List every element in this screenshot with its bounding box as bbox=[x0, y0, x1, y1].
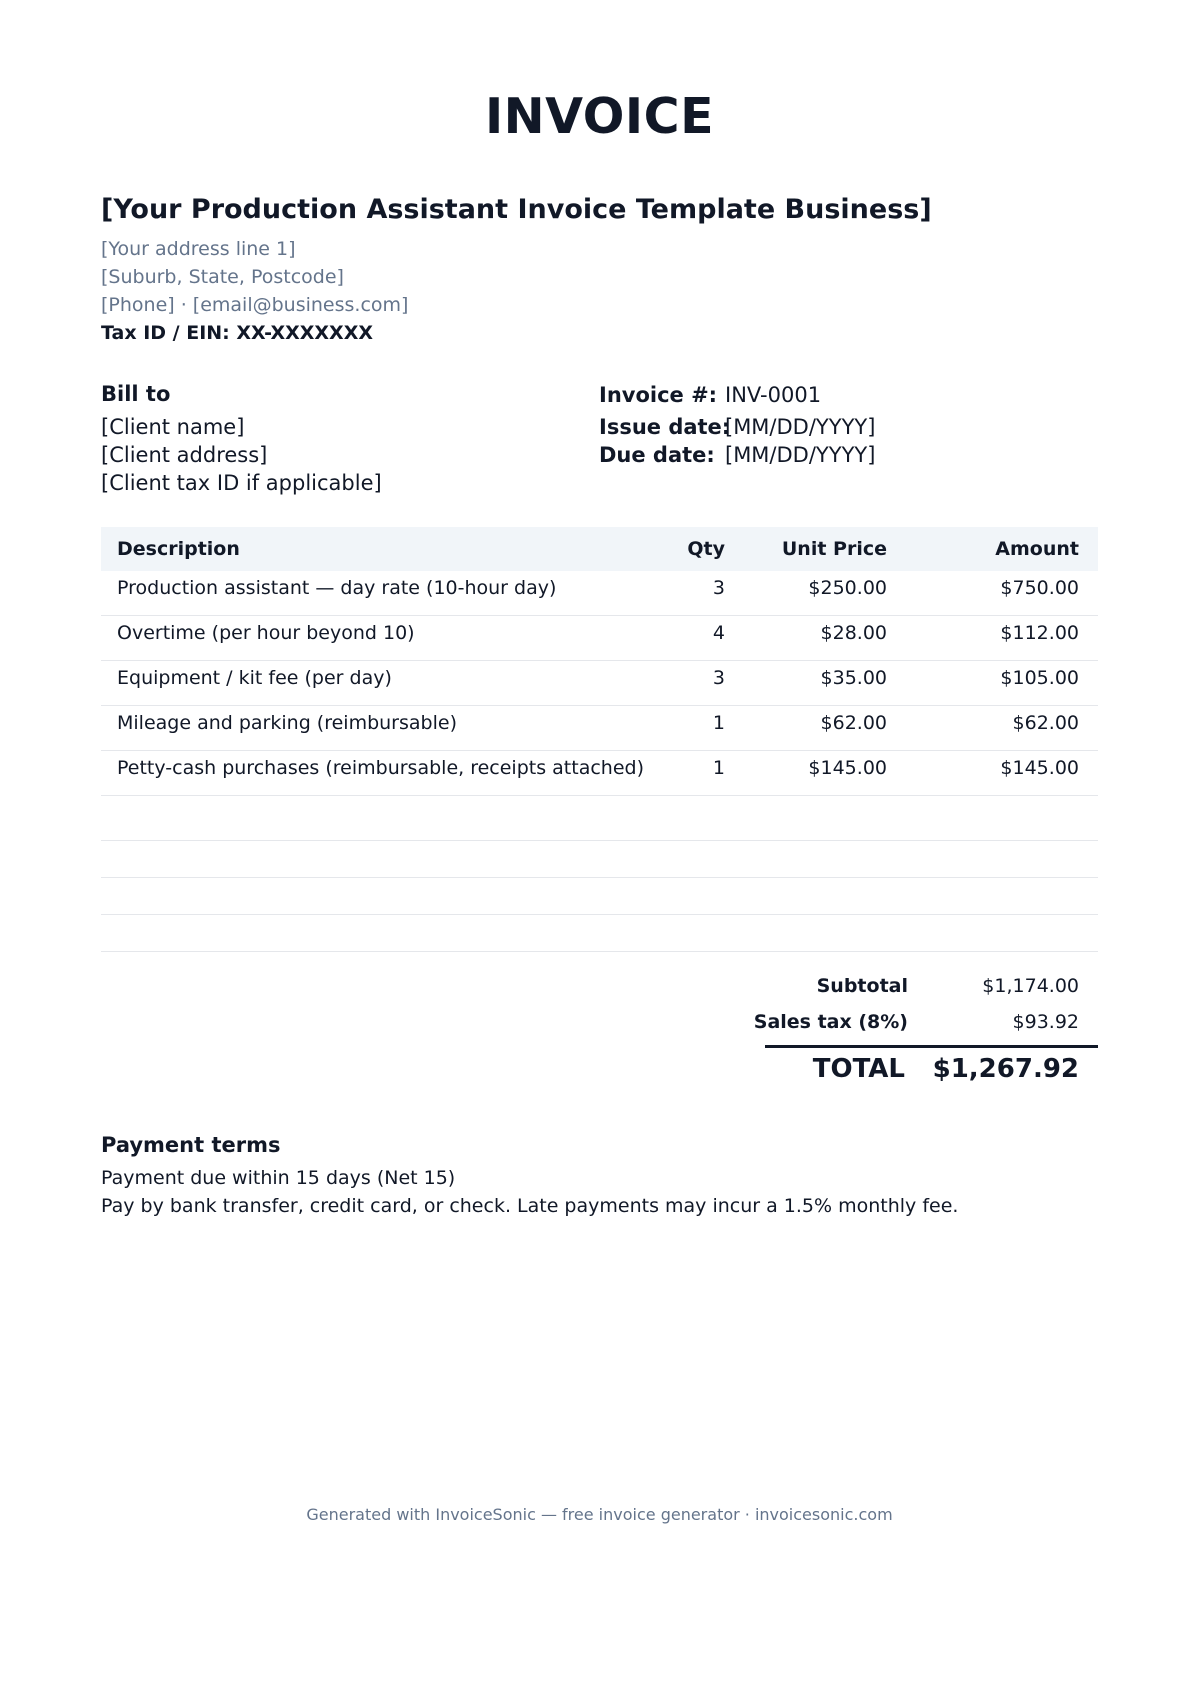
payment-terms-label: Payment terms bbox=[101, 1133, 281, 1157]
bill-to-label: Bill to bbox=[101, 382, 171, 406]
row-unit-price: $35.00 bbox=[820, 667, 887, 689]
row-qty: 1 bbox=[712, 712, 725, 734]
row-qty: 3 bbox=[712, 577, 725, 599]
table-row bbox=[101, 706, 1098, 751]
business-contact: [Phone] · [email@business.com] bbox=[101, 294, 409, 316]
row-unit-price: $28.00 bbox=[820, 622, 887, 644]
payment-terms-line1: Payment due within 15 days (Net 15) bbox=[101, 1167, 456, 1189]
total-value: $1,267.92 bbox=[932, 1054, 1079, 1084]
header-qty: Qty bbox=[687, 538, 725, 560]
table-header bbox=[101, 527, 1098, 571]
row-amount: $105.00 bbox=[1000, 667, 1079, 689]
issue-date-label: Issue date: bbox=[599, 415, 731, 439]
row-description: Overtime (per hour beyond 10) bbox=[117, 622, 415, 644]
business-tax-id: Tax ID / EIN: XX-XXXXXXX bbox=[101, 322, 374, 344]
due-date-label: Due date: bbox=[599, 443, 715, 467]
row-description: Petty-cash purchases (reimbursable, receipts attached) bbox=[117, 757, 644, 779]
invoice-title: INVOICE bbox=[484, 88, 715, 145]
due-date-value: [MM/DD/YYYY] bbox=[725, 443, 876, 467]
business-name: [Your Production Assistant Invoice Template Business] bbox=[101, 194, 932, 225]
invoice-number-value: INV-0001 bbox=[725, 383, 822, 407]
business-address-line1: [Your address line 1] bbox=[101, 238, 296, 260]
client-tax-id: [Client tax ID if applicable] bbox=[101, 471, 382, 495]
empty-table-row bbox=[101, 878, 1098, 915]
footer-credit: Generated with InvoiceSonic — free invoice generator · invoicesonic.com bbox=[306, 1505, 893, 1524]
payment-terms-line2: Pay by bank transfer, credit card, or check. Late payments may incur a 1.5% monthly fee. bbox=[101, 1195, 959, 1217]
header-description: Description bbox=[117, 538, 240, 560]
table-row bbox=[101, 571, 1098, 616]
client-address: [Client address] bbox=[101, 443, 268, 467]
row-amount: $750.00 bbox=[1000, 577, 1079, 599]
table-row bbox=[101, 661, 1098, 706]
row-amount: $62.00 bbox=[1012, 712, 1079, 734]
subtotal-label: Subtotal bbox=[816, 975, 908, 997]
row-qty: 1 bbox=[712, 757, 725, 779]
row-qty: 4 bbox=[712, 622, 725, 644]
row-unit-price: $145.00 bbox=[808, 757, 887, 779]
header-amount: Amount bbox=[995, 538, 1079, 560]
empty-table-row bbox=[101, 841, 1098, 878]
row-qty: 3 bbox=[712, 667, 725, 689]
sales-tax-value: $93.92 bbox=[1012, 1011, 1079, 1033]
client-name: [Client name] bbox=[101, 415, 245, 439]
header-unit-price: Unit Price bbox=[781, 538, 887, 560]
empty-table-row bbox=[101, 915, 1098, 952]
totals-divider bbox=[765, 1045, 1098, 1048]
business-address-line2: [Suburb, State, Postcode] bbox=[101, 266, 344, 288]
row-description: Mileage and parking (reimbursable) bbox=[117, 712, 457, 734]
empty-table-row bbox=[101, 796, 1098, 841]
invoice-number-label: Invoice #: bbox=[599, 383, 718, 407]
line-items-table bbox=[101, 527, 1098, 952]
row-amount: $145.00 bbox=[1000, 757, 1079, 779]
row-unit-price: $250.00 bbox=[808, 577, 887, 599]
sales-tax-label: Sales tax (8%) bbox=[753, 1011, 908, 1033]
table-row bbox=[101, 616, 1098, 661]
table-row bbox=[101, 751, 1098, 796]
row-amount: $112.00 bbox=[1000, 622, 1079, 644]
issue-date-value: [MM/DD/YYYY] bbox=[725, 415, 876, 439]
total-label: TOTAL bbox=[812, 1054, 905, 1084]
subtotal-value: $1,174.00 bbox=[982, 975, 1079, 997]
row-description: Production assistant — day rate (10-hour day) bbox=[117, 577, 557, 599]
row-unit-price: $62.00 bbox=[820, 712, 887, 734]
row-description: Equipment / kit fee (per day) bbox=[117, 667, 392, 689]
